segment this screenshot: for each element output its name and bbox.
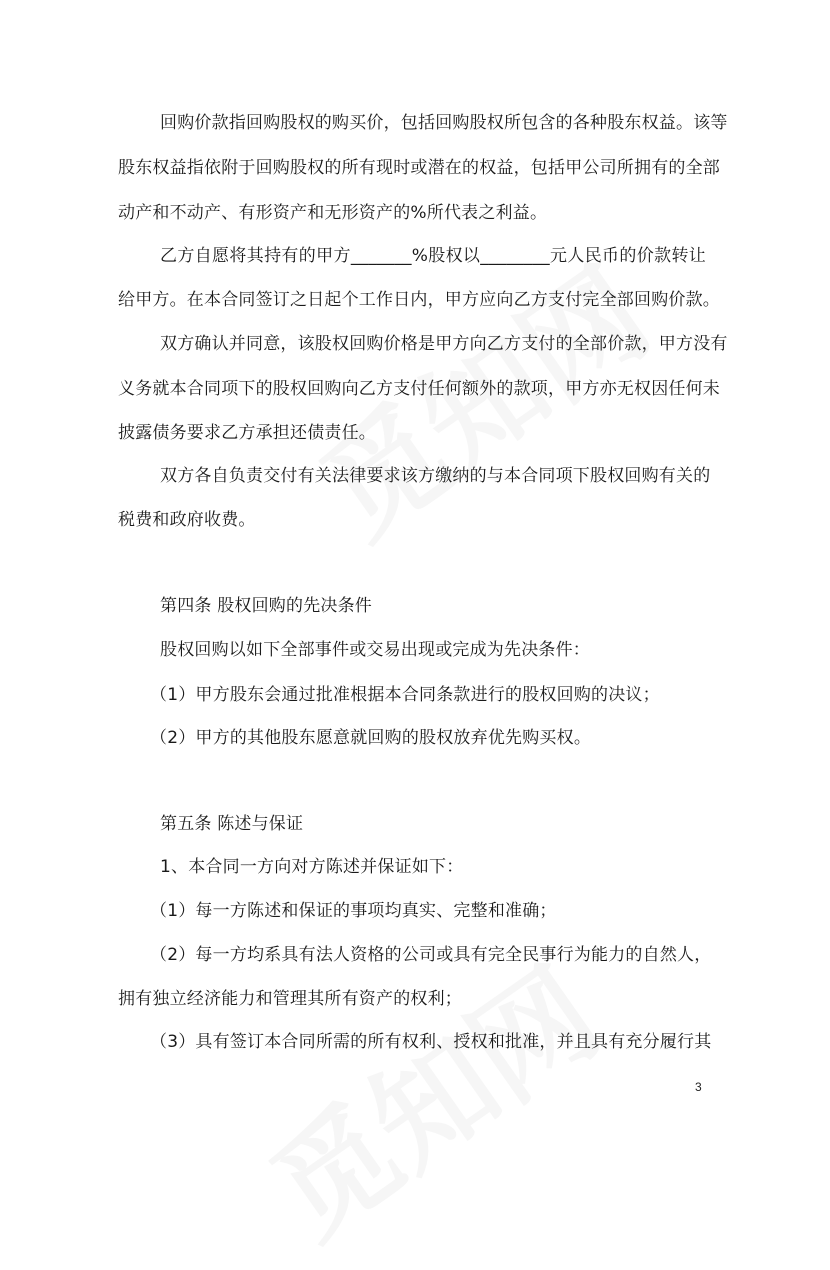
- paragraph-line: 税费和政府收费。: [118, 510, 256, 530]
- watermark: [233, 922, 627, 1269]
- page-number: 3: [695, 1080, 702, 1094]
- paragraph-line: 乙方自愿将其持有的甲方_______%股权以________元人民币的价款转让: [160, 246, 706, 266]
- paragraph-line: 回购价款指回购股权的购买价，包括回购股权所包含的各种股东权益。该等: [160, 113, 728, 133]
- list-item: （2）甲方的其他股东愿意就回购的股权放弃优先购买权。: [150, 728, 592, 748]
- article-heading: 第四条 股权回购的先决条件: [160, 596, 373, 616]
- paragraph-line: 双方确认并同意，该股权回购价格是甲方向乙方支付的全部价款，甲方没有: [160, 334, 728, 354]
- list-item-continuation: 拥有独立经济能力和管理其所有资产的权利；: [118, 989, 462, 1009]
- clause: 1、本合同一方向对方陈述并保证如下：: [160, 857, 464, 877]
- paragraph-line: 给甲方。在本合同签订之日起个工作日内，甲方应向乙方支付完全部回购价款。: [118, 290, 720, 310]
- list-item: （3）具有签订本合同所需的所有权利、授权和批准，并且具有充分履行其: [150, 1032, 712, 1052]
- paragraph-line: 双方各自负责交付有关法律要求该方缴纳的与本合同项下股权回购有关的: [160, 466, 711, 486]
- list-item: （2）每一方均系具有法人资格的公司或具有完全民事行为能力的自然人，: [150, 945, 712, 965]
- article-heading: 第五条 陈述与保证: [160, 814, 304, 834]
- paragraph-line: 动产和不动产、有形资产和无形资产的%所代表之利益。: [118, 203, 548, 223]
- paragraph-line: 股东权益指依附于回购股权的所有现时或潜在的权益，包括甲公司所拥有的全部: [118, 158, 720, 178]
- list-item: （1）甲方股东会通过批准根据本合同条款进行的股权回购的决议；: [150, 685, 660, 705]
- paragraph-line: 披露债务要求乙方承担还债责任。: [118, 423, 376, 443]
- paragraph-line: 义务就本合同项下的股权回购向乙方支付任何额外的款项，甲方亦无权因任何未: [118, 379, 720, 399]
- list-item: （1）每一方陈述和保证的事项均真实、完整和准确；: [150, 901, 557, 921]
- article-intro: 股权回购以如下全部事件或交易出现或完成为先决条件：: [160, 640, 590, 660]
